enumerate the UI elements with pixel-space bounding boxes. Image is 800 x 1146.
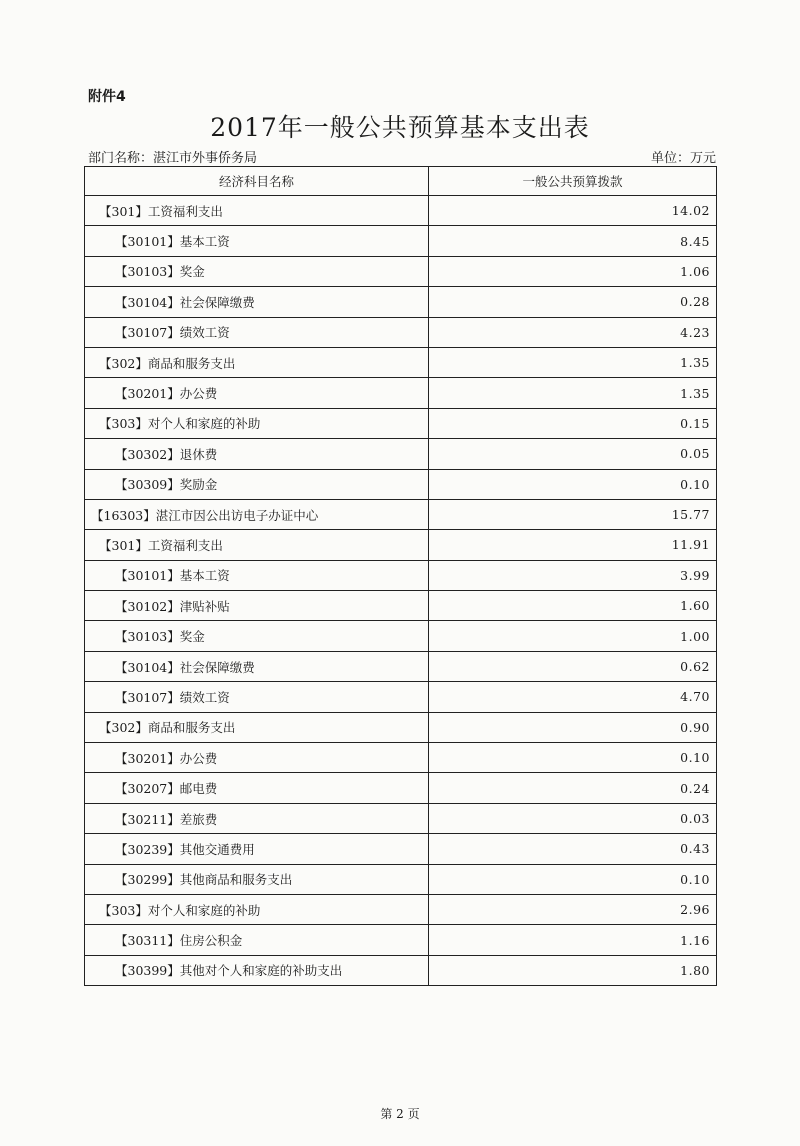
subject-name-cell: 【30201】办公费 (85, 378, 429, 408)
table-row (85, 864, 717, 894)
subject-name-cell: 【30207】邮电费 (85, 773, 429, 803)
amount-cell: 3.99 (429, 560, 717, 590)
amount-cell: 4.23 (429, 317, 717, 347)
table-row (85, 347, 717, 377)
amount-cell: 0.03 (429, 803, 717, 833)
table-row (85, 256, 717, 286)
table-row (85, 196, 717, 226)
amount-cell: 0.28 (429, 287, 717, 317)
subject-name-cell: 【301】工资福利支出 (85, 196, 429, 226)
subject-name-cell: 【30239】其他交通费用 (85, 834, 429, 864)
subject-name-cell: 【16303】湛江市因公出访电子办证中心 (85, 499, 429, 529)
table-row (85, 408, 717, 438)
table-row (85, 803, 717, 833)
subject-name-cell: 【30302】退休费 (85, 439, 429, 469)
amount-cell: 1.06 (429, 256, 717, 286)
subject-name-cell: 【30311】住房公积金 (85, 925, 429, 955)
table-row (85, 439, 717, 469)
table-row (85, 773, 717, 803)
page-title: 2017年一般公共预算基本支出表 (210, 113, 590, 142)
subject-name-cell: 【30399】其他对个人和家庭的补助支出 (85, 955, 429, 985)
subject-name-cell: 【30102】津贴补贴 (85, 591, 429, 621)
subject-name-cell: 【302】商品和服务支出 (85, 712, 429, 742)
amount-cell: 0.62 (429, 651, 717, 681)
table-row (85, 682, 717, 712)
table-row (85, 743, 717, 773)
table-row (85, 560, 717, 590)
table-row (85, 955, 717, 985)
table-row (85, 712, 717, 742)
amount-cell: 11.91 (429, 530, 717, 560)
amount-cell: 4.70 (429, 682, 717, 712)
subject-name-cell: 【30101】基本工资 (85, 560, 429, 590)
amount-cell: 0.10 (429, 743, 717, 773)
table-row (85, 530, 717, 560)
amount-cell: 1.16 (429, 925, 717, 955)
amount-cell: 1.80 (429, 955, 717, 985)
table-row (85, 925, 717, 955)
table-row (85, 621, 717, 651)
subject-name-cell: 【30101】基本工资 (85, 226, 429, 256)
table-body (85, 196, 717, 986)
subject-name-cell: 【30107】绩效工资 (85, 682, 429, 712)
amount-cell: 8.45 (429, 226, 717, 256)
subject-name-cell: 【30104】社会保障缴费 (85, 287, 429, 317)
table-row (85, 317, 717, 347)
table-row (85, 651, 717, 681)
column-header-subject: 经济科目名称 (85, 167, 429, 196)
subject-name-cell: 【301】工资福利支出 (85, 530, 429, 560)
department-label: 部门名称：湛江市外事侨务局 (88, 151, 258, 166)
amount-cell: 14.02 (429, 196, 717, 226)
amount-cell: 0.05 (429, 439, 717, 469)
table-row (85, 287, 717, 317)
column-header-amount: 一般公共预算拨款 (429, 167, 717, 196)
amount-cell: 0.90 (429, 712, 717, 742)
subject-name-cell: 【30309】奖励金 (85, 469, 429, 499)
subject-name-cell: 【302】商品和服务支出 (85, 347, 429, 377)
amount-cell: 2.96 (429, 894, 717, 924)
table-row (85, 834, 717, 864)
amount-cell: 0.43 (429, 834, 717, 864)
subject-name-cell: 【30299】其他商品和服务支出 (85, 864, 429, 894)
subject-name-cell: 【30103】奖金 (85, 621, 429, 651)
amount-cell: 1.60 (429, 591, 717, 621)
table-row (85, 894, 717, 924)
table-header-row (85, 167, 717, 196)
table-row (85, 226, 717, 256)
table-row (85, 591, 717, 621)
attachment-label: 附件4 (88, 89, 126, 105)
subject-name-cell: 【30201】办公费 (85, 743, 429, 773)
table-row (85, 499, 717, 529)
table-row (85, 469, 717, 499)
amount-cell: 15.77 (429, 499, 717, 529)
budget-table (84, 166, 717, 986)
subject-name-cell: 【30104】社会保障缴费 (85, 651, 429, 681)
unit-label: 单位：万元 (650, 151, 716, 166)
amount-cell: 0.24 (429, 773, 717, 803)
table-row (85, 378, 717, 408)
amount-cell: 0.10 (429, 469, 717, 499)
amount-cell: 0.15 (429, 408, 717, 438)
amount-cell: 1.00 (429, 621, 717, 651)
subject-name-cell: 【30103】奖金 (85, 256, 429, 286)
subject-name-cell: 【303】对个人和家庭的补助 (85, 408, 429, 438)
page-number: 第 2 页 (380, 1107, 420, 1121)
amount-cell: 0.10 (429, 864, 717, 894)
amount-cell: 1.35 (429, 347, 717, 377)
subject-name-cell: 【303】对个人和家庭的补助 (85, 894, 429, 924)
amount-cell: 1.35 (429, 378, 717, 408)
subject-name-cell: 【30211】差旅费 (85, 803, 429, 833)
subject-name-cell: 【30107】绩效工资 (85, 317, 429, 347)
